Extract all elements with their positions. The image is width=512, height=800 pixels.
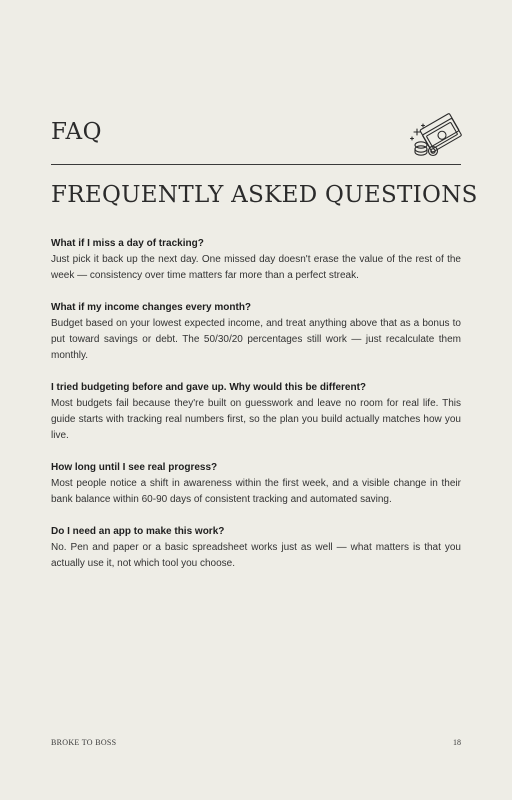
faq-answer: Most budgets fail because they're built on guesswork and leave no room for real life. This guide starts with tracking real numbers first, so the plan you build actually matches how you live. [51, 398, 461, 441]
faq-answer: Just pick it back up the next day. One missed day doesn't erase the value of the rest of the week — consistency over time matters far more than a perfect streak. [51, 254, 461, 281]
faq-question: I tried budgeting before and gave up. Why would this be different? [51, 382, 367, 393]
page-title: FREQUENTLY ASKED QUESTIONS [51, 182, 478, 208]
faq-answer: Most people notice a shift in awareness within the first week, and a visible change in their bank balance within 60-90 days of consistent tracking and automated saving. [51, 478, 461, 505]
faq-item [51, 524, 461, 572]
section-label: FAQ [51, 119, 102, 145]
faq-question: What if my income changes every month? [51, 302, 252, 313]
faq-item [51, 236, 461, 284]
faq-question: What if I miss a day of tracking? [51, 238, 204, 249]
header-divider [51, 164, 461, 165]
faq-item [51, 300, 461, 364]
faq-question: How long until I see real progress? [51, 462, 218, 473]
faq-answer: Budget based on your lowest expected income, and treat anything above that as a bonus to put toward savings or debt. The 50/30/20 percentages still work — just recalculate them monthly. [51, 318, 461, 361]
faq-question: Do I need an app to make this work? [51, 526, 225, 537]
faq-item [51, 380, 461, 444]
faq-item [51, 460, 461, 508]
footer-brand: BROKE TO BOSS [51, 738, 117, 747]
faq-list [51, 236, 461, 588]
faq-answer: No. Pen and paper or a basic spreadsheet works just as well — what matters is that you actually use it, not which tool you choose. [51, 542, 461, 569]
page-number: 18 [453, 738, 461, 747]
money-icon [409, 111, 463, 159]
